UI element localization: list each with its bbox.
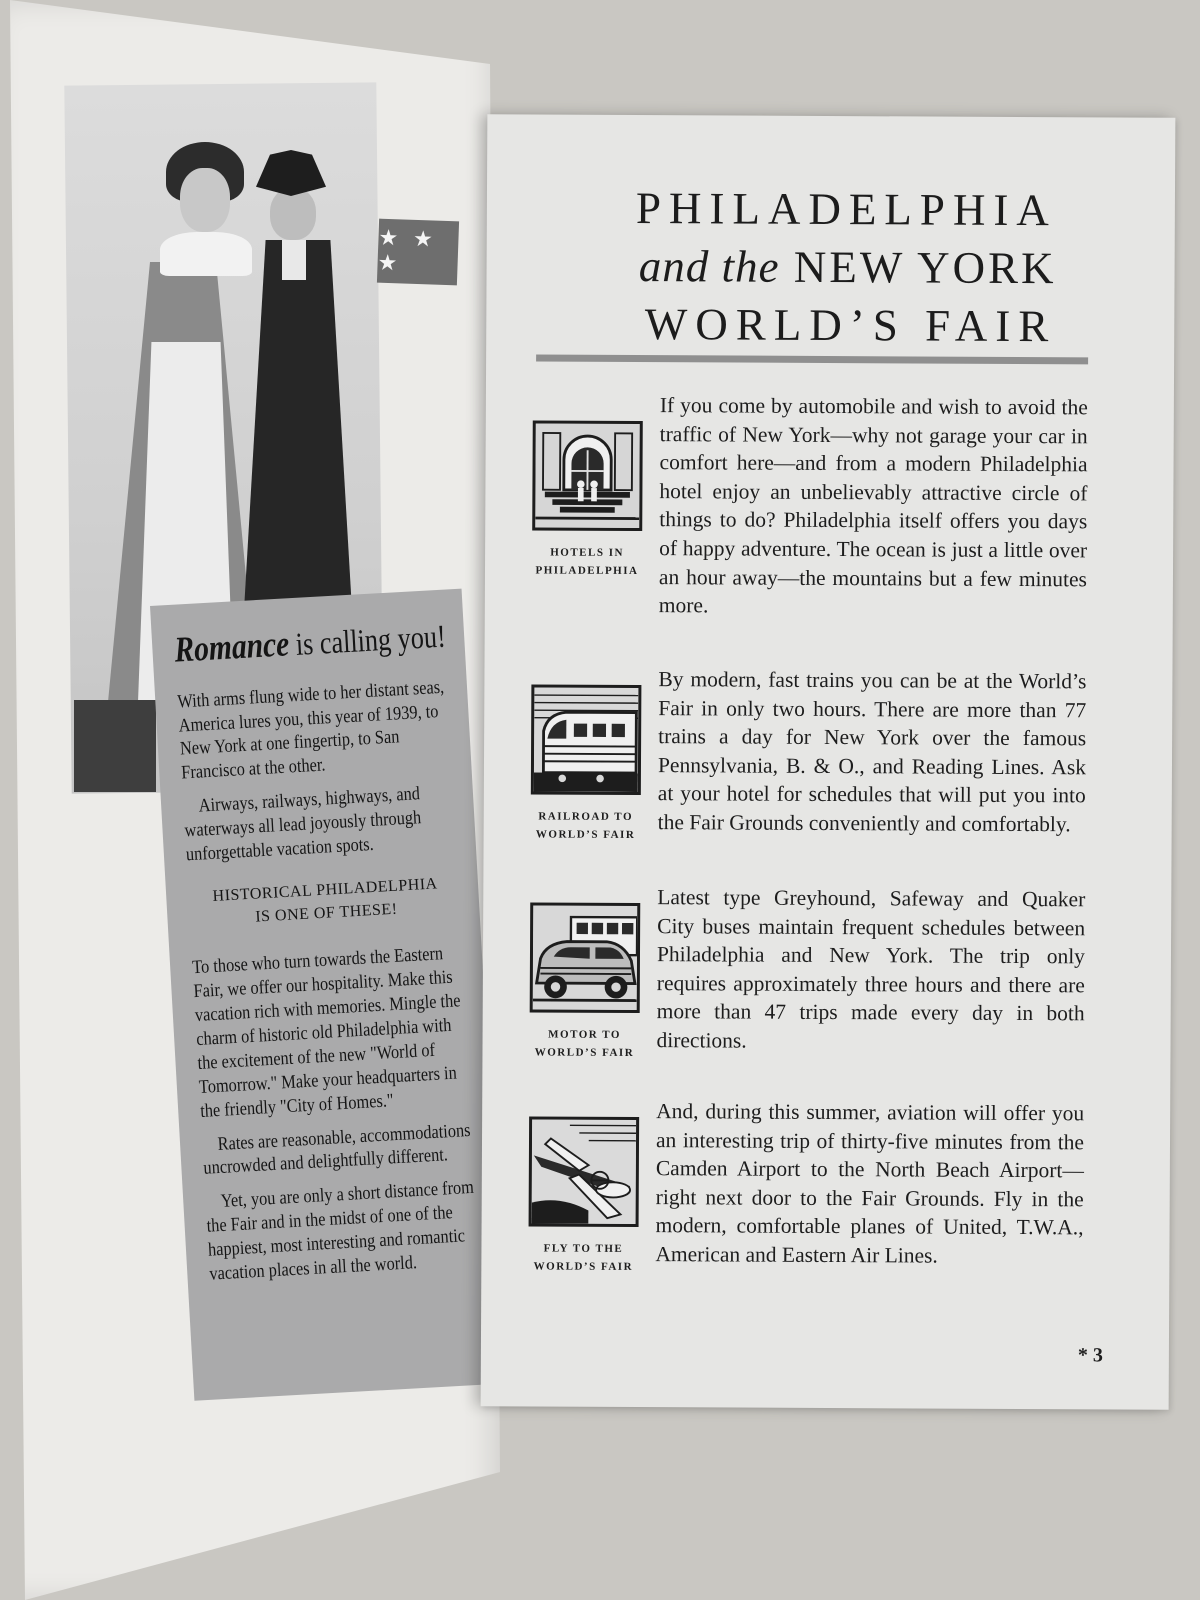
section-hotels [532, 390, 1132, 618]
blurb-heading-romance: Romance [173, 623, 291, 670]
blurb-paragraph: To those who turn towards the Eastern Fair, we offer our hospitality. Make this vacation rich with memories. Mingle the charm of historic old Philadelphia with the excitement of the new "World of Tomorrow." Make your headquarters in the friendly "City of Homes." [191, 943, 462, 1122]
man-face [270, 188, 316, 240]
stars-icon: ★ ★ ★ [377, 225, 438, 277]
blurb-paragraph: Airways, railways, highways, and waterways all lead joyously through unforgettable vacation spots. [184, 783, 422, 866]
section-body-text: If you come by automobile and wish to avoid the traffic of New York—why not garage your car in comfort here—and from a modern Philadelphia hotel enjoy an unbelievably attractive circle of things to do? Philadelphia itself offers you days of happy adventure. The ocean is just a little over an hour away—the mountains but a few minutes more. [658, 393, 1088, 618]
photo-floor [74, 700, 156, 792]
blurb-paragraph: Yet, you are only a short distance from the Fair and in the midst of one of the happiest, most interesting and romantic vacation places in all the world. [206, 1177, 475, 1285]
bus-car-icon [530, 902, 641, 1013]
section-icon-column [530, 684, 643, 844]
section-motor [529, 882, 1129, 1059]
hotel-entrance-icon [532, 420, 643, 531]
page-title [536, 178, 1057, 355]
section-icon-column [528, 902, 641, 1062]
section-body-text: Latest type Greyhound, Safeway and Quaker City buses maintain frequent schedules between Philadelphia and New York. The trip only requires approximately three hours and there are more than 47 trips made every day in both directions. [656, 885, 1086, 1053]
caption-line: PHILADELPHIA [535, 564, 639, 577]
section-caption [527, 1240, 639, 1276]
section-caption [528, 1026, 640, 1062]
airplane-icon [529, 1116, 640, 1227]
caption-line: FLY TO THE [543, 1242, 624, 1255]
blurb-heading [173, 617, 447, 670]
caption-line: WORLD’S FAIR [535, 828, 636, 841]
title-and-the: and the [638, 241, 780, 292]
three-stars-badge [377, 219, 459, 286]
caption-line: WORLD’S FAIR [533, 1260, 634, 1273]
section-body-text: And, during this summer, aviation will offer you an interesting trip of thirty-five minutes from the Camden Airport to the North Beach Airport—right next door to the Fair Grounds. Fly in the modern, comfortable planes of United, T.W.A., American and Eastern Air Lines. [655, 1099, 1085, 1268]
caption-line: RAILROAD TO [538, 810, 634, 823]
blurb-subheading [188, 872, 464, 932]
blurb-paragraph: Rates are reasonable, accommodations uncrowded and delightfully different. [202, 1119, 471, 1180]
caption-line: HOTELS IN [550, 546, 624, 559]
section-fly [528, 1096, 1128, 1273]
title-divider [536, 354, 1088, 364]
page-number: * 3 [1077, 1344, 1103, 1367]
blurb-subheading-line: HISTORICAL PHILADELPHIA [212, 875, 439, 906]
title-line-3: WORLD’S FAIR [644, 299, 1057, 352]
romance-blurb-panel [150, 589, 506, 1401]
section-caption [531, 544, 643, 580]
blurb-paragraph: With arms flung wide to her distant seas, America lures you, this year of 1939, to New York at one fingertip, to San Francisco at the other. [176, 676, 445, 784]
title-line-1: PHILADELPHIA [635, 182, 1058, 236]
title-new-york: NEW YORK [793, 241, 1057, 294]
woman-face [180, 168, 230, 232]
woman-collar [160, 232, 252, 276]
section-railroad [531, 664, 1131, 841]
section-icon-column [531, 420, 644, 580]
section-icon-column [527, 1116, 640, 1276]
right-page [481, 114, 1176, 1410]
train-icon [531, 684, 642, 795]
blurb-heading-rest: is calling you! [288, 617, 447, 663]
title-line-2 [536, 236, 1056, 297]
blurb-subheading-line: IS ONE OF THESE! [254, 900, 398, 926]
caption-line: WORLD’S FAIR [534, 1046, 635, 1059]
man-cravat [282, 240, 306, 280]
section-body-text: By modern, fast trains you can be at the World’s Fair in only two hours. There are more than 77 trains a day for New York over the famous Pennsylvania, B. & O., and Reading Lines. Ask at your hotel for schedules that will put you into the Fair Grounds conveniently and comfortably. [657, 667, 1087, 837]
caption-line: MOTOR TO [548, 1028, 622, 1041]
section-caption [530, 808, 642, 844]
